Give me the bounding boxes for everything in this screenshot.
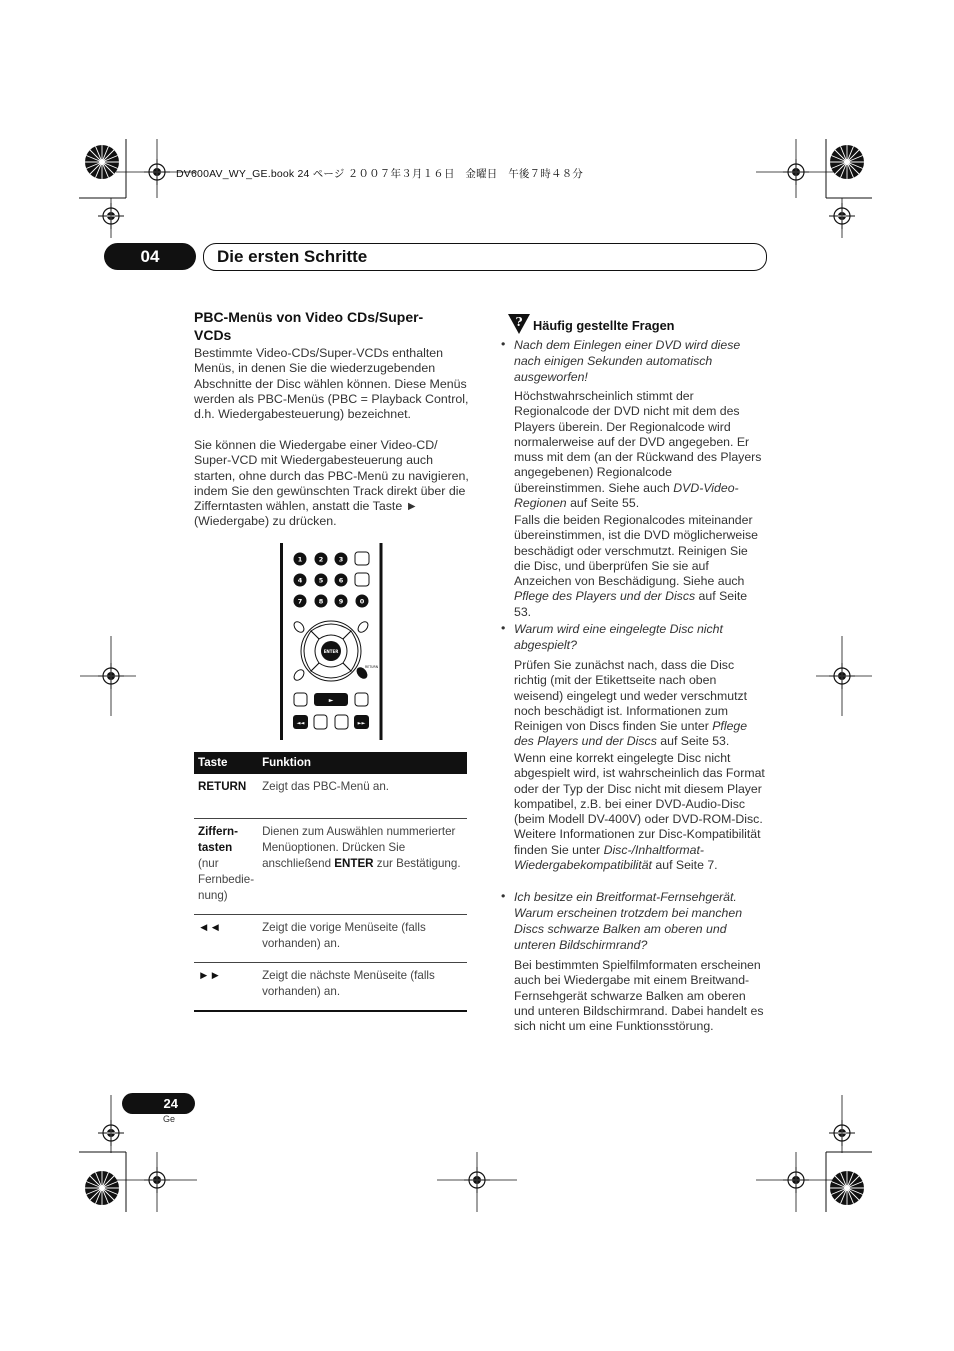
- table-cell-key: ►►: [194, 963, 258, 1012]
- table-header-row: [194, 752, 467, 774]
- digit-key-3: [335, 553, 348, 566]
- table-cell-key: Ziffern-tasten (nur Fernbedie-nung): [194, 819, 258, 915]
- digit-key-4: [294, 574, 307, 587]
- table-cell-key: RETURN: [194, 774, 258, 819]
- remote-control-illustration: [280, 543, 384, 740]
- faq-bullet: •: [501, 889, 506, 903]
- section-paragraph-2: Sie können die Wiedergabe einer Video-CD/ Super-VCD mit Wiedergabesteuerung auch starten, ohne durch das PBC-Menü zu navigieren, indem Sie den gewünschten Track direkt über die Zifferntasten wählen, anstatt die Taste ► (Wiedergabe) zu drücken.: [194, 438, 469, 529]
- faq-question-3: Ich besitze ein Breitformat-Fernsehgerät. Warum erscheinen trotzdem bei manchen Discs schwarze Balken am oberen und unteren Bildschirmrand?: [514, 890, 743, 952]
- chapter-title-box: [203, 243, 767, 271]
- svg-text:◄◄: ◄◄: [296, 720, 305, 727]
- digit-key-1: [294, 553, 307, 566]
- digit-key-6: [335, 574, 348, 587]
- faq-answer-1b: Falls die beiden Regionalcodes miteinander übereinstimmen, ist die DVD möglicherweise beschädigt oder verschmutzt. Reinigen Sie die Disc, und überprüfen Sie sie auf Anzeichen von Beschädigung. Siehe auch Pflege des Players und der Discs auf Seite 53.: [514, 513, 758, 619]
- section-paragraph-1: Bestimmte Video-CDs/Super-VCDs enthalten Menüs, in denen Sie die wiederzugebenden Abschnitte der Disc wählen können. Diese Menüs werden als PBC-Menüs (PBC = Playback Control, d.h. Wiedergabesteuerung) bezeichnet.: [194, 346, 469, 422]
- digit-key-9: [335, 595, 348, 608]
- enter-key: [321, 641, 341, 661]
- play-key: [314, 693, 348, 706]
- digit-key-8: [315, 595, 328, 608]
- return-label: RETURN: [365, 665, 379, 669]
- table-cell-function: Zeigt das PBC-Menü an.: [258, 774, 467, 819]
- digit-key-0: [356, 595, 369, 608]
- faq-question-1: Nach dem Einlegen einer DVD wird diese nach einigen Sekunden automatisch ausgeworfen!: [514, 338, 741, 384]
- digit-key-5: [315, 574, 328, 587]
- table-row: [194, 819, 467, 915]
- table-cell-function: Zeigt die vorige Menüseite (falls vorhanden) an.: [258, 915, 467, 963]
- prev-key: [293, 715, 308, 729]
- table-cell-key: ◄◄: [194, 915, 258, 963]
- table-row: [194, 915, 467, 963]
- svg-text:6: 6: [338, 576, 344, 585]
- faq-answer-2a: Prüfen Sie zunächst nach, dass die Disc richtig (mit der Etikettseite nach oben weisend) eingelegt und weder verschmutzt noch beschädigt ist. Informationen zum Reinigen von Discs finden Sie unter Pflege des Players und der Discs auf Seite 53.: [514, 658, 748, 749]
- svg-text:3: 3: [338, 555, 344, 564]
- svg-text:7: 7: [297, 597, 303, 606]
- next-key: [354, 715, 369, 729]
- faq-bullet: •: [501, 621, 506, 635]
- page-language-code: Ge: [163, 1114, 176, 1124]
- function-table: [194, 752, 467, 1012]
- table-cell-function: Zeigt die nächste Menüseite (falls vorhanden) an.: [258, 963, 467, 1012]
- table-header-function: Funktion: [258, 752, 467, 774]
- faq-heading: Häufig gestellte Fragen: [533, 318, 675, 333]
- faq-question-2: Warum wird eine eingelegte Disc nicht abgespielt?: [514, 622, 723, 652]
- section-heading: PBC-Menüs von Video CDs/Super-VCDs: [194, 309, 424, 343]
- svg-text:5: 5: [318, 576, 324, 585]
- svg-text:4: 4: [297, 576, 303, 585]
- page-number: 24: [122, 1093, 195, 1114]
- faq-answer-2b: Wenn eine korrekt eingelegte Disc nicht abgespielt wird, ist wahrscheinlich das Format oder der Typ der Disc nicht mit diesem Player kompatibel, z.B. bei einer DVD-Audio-Disc (beim Modell DV-400V) oder DVD-ROM-Disc. Weitere Informationen zur Disc-Kompatibilität finden Sie unter Disc-/Inhaltformat-Wiedergabekompatibilität auf Seite 7.: [514, 751, 765, 873]
- table-header-key: Taste: [194, 752, 258, 774]
- faq-question-icon: [506, 312, 532, 336]
- svg-text:0: 0: [359, 597, 365, 606]
- print-file-header: DV600AV_WY_GE.book 24 ページ ２００７年３月１６日 金曜日 午後７時４８分: [176, 168, 584, 180]
- chapter-number: 04: [104, 243, 196, 270]
- digit-key-2: [315, 553, 328, 566]
- table-row: [194, 963, 467, 1012]
- faq-answer-1a: Höchstwahrscheinlich stimmt der Regionalcode der DVD nicht mit dem des Players überein. Der Regionalcode wird normalerweise auf der DVD angegeben. Er muss mit dem (an der Rückwand des Players angegebenen) Regionalcode übereinstimmen. Siehe auch DVD-Video-Regionen auf Seite 55.: [514, 389, 762, 511]
- digit-key-7: [294, 595, 307, 608]
- svg-text:►►: ►►: [357, 720, 366, 727]
- svg-text:►: ►: [328, 697, 334, 704]
- svg-text:?: ?: [515, 315, 523, 329]
- svg-text:1: 1: [297, 555, 303, 564]
- faq-answer-3: Bei bestimmten Spielfilmformaten erscheinen auch bei Wiedergabe mit einem Breitwand-Fernsehgerät schwarze Balken am oberen und unteren Bildschirmrand. Dabei handelt es sich nicht um eine Funktionsstörung.: [514, 958, 764, 1034]
- svg-text:8: 8: [318, 597, 324, 606]
- table-cell-function: Dienen zum Auswählen nummerierter Menüoptionen. Drücken Sie anschließend ENTER zur Bestätigung.: [258, 819, 467, 915]
- svg-text:9: 9: [338, 597, 344, 606]
- svg-text:2: 2: [318, 555, 324, 564]
- faq-bullet: •: [501, 337, 506, 351]
- chapter-title: Die ersten Schritte: [217, 247, 368, 266]
- table-row: [194, 774, 467, 819]
- svg-text:ENTER: ENTER: [323, 649, 339, 654]
